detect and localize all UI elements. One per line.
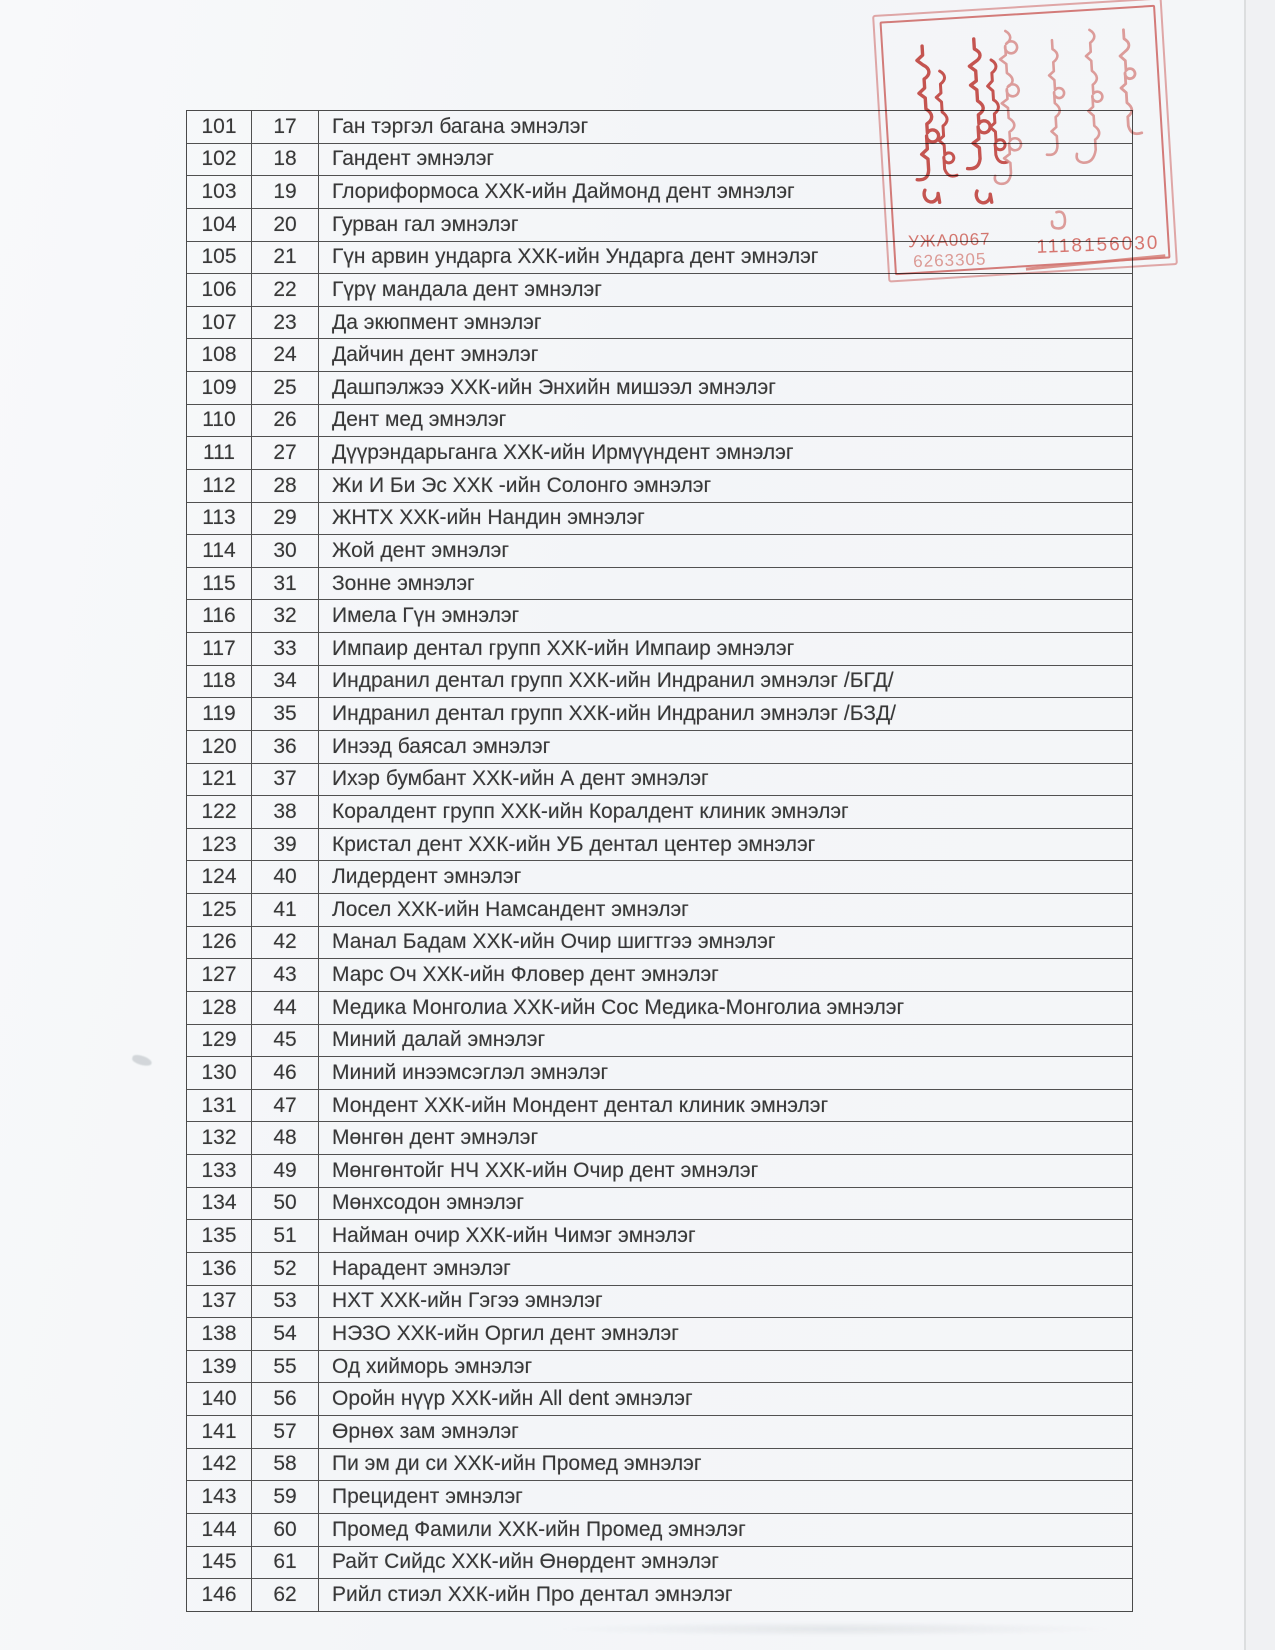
cell-sub: 46: [251, 1057, 318, 1089]
table-row: [187, 796, 1132, 829]
clinic-table: [186, 110, 1133, 1612]
cell-sub: 50: [251, 1188, 318, 1220]
cell-no: 101: [201, 114, 237, 138]
stamp-code: УЖА0067: [907, 229, 991, 252]
cell-no: 124: [201, 865, 237, 889]
cell-no: 129: [201, 1028, 237, 1052]
table-row: [187, 1188, 1132, 1221]
table-row: [187, 1416, 1132, 1449]
cell-no: 109: [201, 375, 237, 399]
table-row: [187, 1514, 1132, 1547]
table-row: [187, 666, 1132, 699]
cell-no: 127: [201, 963, 237, 987]
table-row: [187, 1155, 1132, 1188]
cell-name: Инээд баясал эмнэлэг: [318, 731, 1132, 763]
cell-name: Имела Гүн эмнэлэг: [318, 600, 1132, 632]
cell-sub: 54: [251, 1318, 318, 1350]
cell-no: 131: [201, 1093, 237, 1117]
cell-name: НХТ ХХК-ийн Гэгээ эмнэлэг: [318, 1286, 1132, 1318]
cell-name: Зонне эмнэлэг: [318, 568, 1132, 600]
cell-sub: 31: [251, 568, 318, 600]
table-row: [187, 829, 1132, 862]
cell-name: Манал Бадам ХХК-ийн Очир шигтгээ эмнэлэг: [318, 927, 1132, 959]
cell-no: 115: [202, 571, 236, 595]
cell-name: Дашпэлжээ ХХК-ийн Энхийн мишээл эмнэлэг: [318, 372, 1132, 404]
cell-name: Импаир дентал групп ХХК-ийн Импаир эмнэлэг: [318, 633, 1132, 665]
cell-no: 143: [201, 1485, 237, 1509]
cell-no: 110: [202, 408, 236, 432]
table-row: [187, 503, 1132, 536]
cell-sub: 48: [251, 1122, 318, 1154]
scan-smudge: [131, 1054, 153, 1068]
cell-name: Пи эм ди си ХХК-ийн Промед эмнэлэг: [318, 1449, 1132, 1481]
cell-sub: 41: [251, 894, 318, 926]
table-row: [187, 698, 1132, 731]
cell-sub: 22: [251, 274, 318, 306]
table-row: [187, 1122, 1132, 1155]
cell-no: 128: [201, 995, 237, 1019]
table-row: [187, 1253, 1132, 1286]
cell-sub: 58: [251, 1449, 318, 1481]
cell-name: Миний инээмсэглэл эмнэлэг: [318, 1057, 1132, 1089]
table-row: [187, 633, 1132, 666]
cell-no: 113: [202, 506, 236, 530]
table-row: [187, 1090, 1132, 1123]
cell-sub: 20: [251, 209, 318, 241]
cell-name: Од хийморь эмнэлэг: [318, 1351, 1132, 1383]
cell-name: Оройн нүүр ХХК-ийн All dent эмнэлэг: [318, 1383, 1132, 1415]
cell-sub: 27: [251, 437, 318, 469]
cell-name: Ган тэргэл багана эмнэлэг: [318, 111, 1132, 143]
cell-no: 119: [202, 702, 236, 726]
cell-sub: 21: [251, 242, 318, 274]
cell-name: Гурван гал эмнэлэг: [318, 209, 1132, 241]
cell-sub: 35: [251, 698, 318, 730]
table-row: [187, 274, 1132, 307]
cell-sub: 45: [251, 1025, 318, 1057]
cell-sub: 53: [251, 1286, 318, 1318]
cell-no: 141: [201, 1419, 237, 1443]
cell-no: 121: [201, 767, 237, 791]
cell-no: 105: [201, 245, 237, 269]
cell-name: Нарадент эмнэлэг: [318, 1253, 1132, 1285]
cell-sub: 44: [251, 992, 318, 1024]
cell-name: Найман очир ХХК-ийн Чимэг эмнэлэг: [318, 1220, 1132, 1252]
table-row: [187, 568, 1132, 601]
cell-name: Мондент ХХК-ийн Мондент дентал клиник эмнэлэг: [318, 1090, 1132, 1122]
cell-sub: 39: [251, 829, 318, 861]
cell-name: Гандент эмнэлэг: [318, 144, 1132, 176]
cell-name: Райт Сийдс ХХК-ийн Өнөрдент эмнэлэг: [318, 1547, 1132, 1579]
cell-name: Коралдент групп ХХК-ийн Коралдент клиник эмнэлэг: [318, 796, 1132, 828]
table-row: [187, 764, 1132, 797]
cell-sub: 40: [251, 861, 318, 893]
cell-name: Дайчин дент эмнэлэг: [318, 339, 1132, 371]
cell-name: Да экюпмент эмнэлэг: [318, 307, 1132, 339]
cell-no: 102: [201, 147, 237, 171]
cell-no: 118: [202, 669, 236, 693]
cell-sub: 24: [251, 339, 318, 371]
table-row: [187, 959, 1132, 992]
cell-sub: 34: [251, 666, 318, 698]
mongolian-script-column: [986, 23, 1147, 232]
table-row: [187, 1383, 1132, 1416]
table-row: [187, 1579, 1132, 1611]
table-row: [187, 927, 1132, 960]
table-row: [187, 372, 1132, 405]
table-row: [187, 1286, 1132, 1319]
cell-name: ЖНТХ ХХК-ийн Нандин эмнэлэг: [318, 503, 1132, 535]
table-row: [187, 535, 1132, 568]
cell-name: Марс Оч ХХК-ийн Фловер дент эмнэлэг: [318, 959, 1132, 991]
cell-sub: 62: [251, 1579, 318, 1611]
cell-name: Индранил дентал групп ХХК-ийн Индранил эмнэлэг /БГД/: [318, 666, 1132, 698]
table-row: [187, 405, 1132, 438]
cell-no: 122: [201, 799, 237, 823]
table-row: [187, 731, 1132, 764]
cell-no: 106: [201, 277, 237, 301]
cell-no: 142: [201, 1452, 237, 1476]
table-row: [187, 992, 1132, 1025]
cell-name: НЭЗО ХХК-ийн Оргил дент эмнэлэг: [318, 1318, 1132, 1350]
page-margin: [1246, 0, 1275, 1650]
cell-name: Жой дент эмнэлэг: [318, 535, 1132, 567]
cell-name: Промед Фамили ХХК-ийн Промед эмнэлэг: [318, 1514, 1132, 1546]
cell-sub: 42: [251, 927, 318, 959]
cell-sub: 60: [251, 1514, 318, 1546]
cell-no: 123: [201, 832, 237, 856]
table-row: [187, 1449, 1132, 1482]
cell-no: 112: [202, 473, 236, 497]
cell-sub: 52: [251, 1253, 318, 1285]
cell-sub: 18: [251, 144, 318, 176]
table-row: [187, 1025, 1132, 1058]
table-row: [187, 1351, 1132, 1384]
cell-name: Индранил дентал групп ХХК-ийн Индранил эмнэлэг /БЗД/: [318, 698, 1132, 730]
table-row: [187, 861, 1132, 894]
cell-name: Миний далай эмнэлэг: [318, 1025, 1132, 1057]
cell-name: Гүрү мандала дент эмнэлэг: [318, 274, 1132, 306]
cell-sub: 19: [251, 176, 318, 208]
scan-shadow: [555, 1622, 1115, 1636]
cell-name: Медика Монголиа ХХК-ийн Сос Медика-Монголиа эмнэлэг: [318, 992, 1132, 1024]
table-row: [187, 437, 1132, 470]
cell-name: Глориформоса ХХК-ийн Даймонд дент эмнэлэг: [318, 176, 1132, 208]
cell-sub: 49: [251, 1155, 318, 1187]
cell-no: 111: [203, 441, 235, 465]
table-row: [187, 470, 1132, 503]
cell-no: 146: [201, 1582, 237, 1606]
cell-no: 138: [201, 1321, 237, 1345]
cell-sub: 23: [251, 307, 318, 339]
cell-name: Дент мед эмнэлэг: [318, 405, 1132, 437]
table-row: [187, 1220, 1132, 1253]
cell-name: Ихэр бумбант ХХК-ийн А дент эмнэлэг: [318, 764, 1132, 796]
cell-no: 134: [201, 1191, 237, 1215]
cell-no: 136: [201, 1256, 237, 1280]
cell-sub: 25: [251, 372, 318, 404]
cell-no: 133: [201, 1158, 237, 1182]
cell-no: 137: [201, 1289, 237, 1313]
stamp-serial: 1118156030: [1036, 232, 1160, 258]
cell-no: 132: [201, 1126, 237, 1150]
cell-sub: 29: [251, 503, 318, 535]
cell-no: 125: [201, 897, 237, 921]
cell-no: 130: [201, 1060, 237, 1084]
table-row: [187, 1318, 1132, 1351]
cell-no: 144: [201, 1517, 237, 1541]
cell-sub: 32: [251, 600, 318, 632]
cell-name: Мөнгөнтойг НЧ ХХК-ийн Очир дент эмнэлэг: [318, 1155, 1132, 1187]
cell-name: Рийл стиэл ХХК-ийн Про дентал эмнэлэг: [318, 1579, 1132, 1611]
cell-no: 103: [201, 180, 237, 204]
cell-no: 145: [201, 1550, 237, 1574]
cell-name: Лосел ХХК-ийн Намсандент эмнэлэг: [318, 894, 1132, 926]
stamp-code-secondary: 6263305: [912, 249, 987, 272]
cell-name: Кристал дент ХХК-ийн УБ дентал центер эмнэлэг: [318, 829, 1132, 861]
cell-sub: 33: [251, 633, 318, 665]
cell-no: 140: [201, 1387, 237, 1411]
cell-no: 139: [201, 1354, 237, 1378]
table-row: [187, 1057, 1132, 1090]
cell-name: Дүүрэндарьганга ХХК-ийн Ирмүүндент эмнэлэг: [318, 437, 1132, 469]
cell-no: 120: [201, 734, 237, 758]
cell-sub: 37: [251, 764, 318, 796]
cell-no: 114: [202, 538, 236, 562]
cell-name: Жи И Би Эс ХХК -ийн Солонго эмнэлэг: [318, 470, 1132, 502]
cell-name: Гүн арвин ундарга ХХК-ийн Ундарга дент эмнэлэг: [318, 242, 1132, 274]
cell-name: Мөнгөн дент эмнэлэг: [318, 1122, 1132, 1154]
cell-sub: 30: [251, 535, 318, 567]
cell-name: Өрнөх зам эмнэлэг: [318, 1416, 1132, 1448]
table-row: [187, 339, 1132, 372]
table-row: [187, 1481, 1132, 1514]
page-edge-line: [1244, 0, 1246, 1650]
cell-no: 104: [201, 212, 237, 236]
cell-sub: 28: [251, 470, 318, 502]
table-row: [187, 894, 1132, 927]
cell-sub: 43: [251, 959, 318, 991]
cell-sub: 59: [251, 1481, 318, 1513]
cell-name: Лидердент эмнэлэг: [318, 861, 1132, 893]
cell-no: 116: [202, 604, 236, 628]
cell-no: 135: [201, 1224, 237, 1248]
official-stamp: [872, 0, 1178, 283]
cell-sub: 56: [251, 1383, 318, 1415]
table-row: [187, 1547, 1132, 1580]
cell-sub: 61: [251, 1547, 318, 1579]
cell-sub: 47: [251, 1090, 318, 1122]
table-row: [187, 600, 1132, 633]
cell-sub: 17: [251, 111, 318, 143]
cell-sub: 26: [251, 405, 318, 437]
cell-no: 107: [201, 310, 237, 334]
table-row: [187, 307, 1132, 340]
cell-sub: 57: [251, 1416, 318, 1448]
cell-sub: 38: [251, 796, 318, 828]
cell-sub: 51: [251, 1220, 318, 1252]
cell-no: 108: [201, 343, 237, 367]
cell-name: Прецидент эмнэлэг: [318, 1481, 1132, 1513]
cell-no: 117: [202, 636, 236, 660]
cell-name: Мөнхсодон эмнэлэг: [318, 1188, 1132, 1220]
cell-no: 126: [201, 930, 237, 954]
cell-sub: 55: [251, 1351, 318, 1383]
cell-sub: 36: [251, 731, 318, 763]
